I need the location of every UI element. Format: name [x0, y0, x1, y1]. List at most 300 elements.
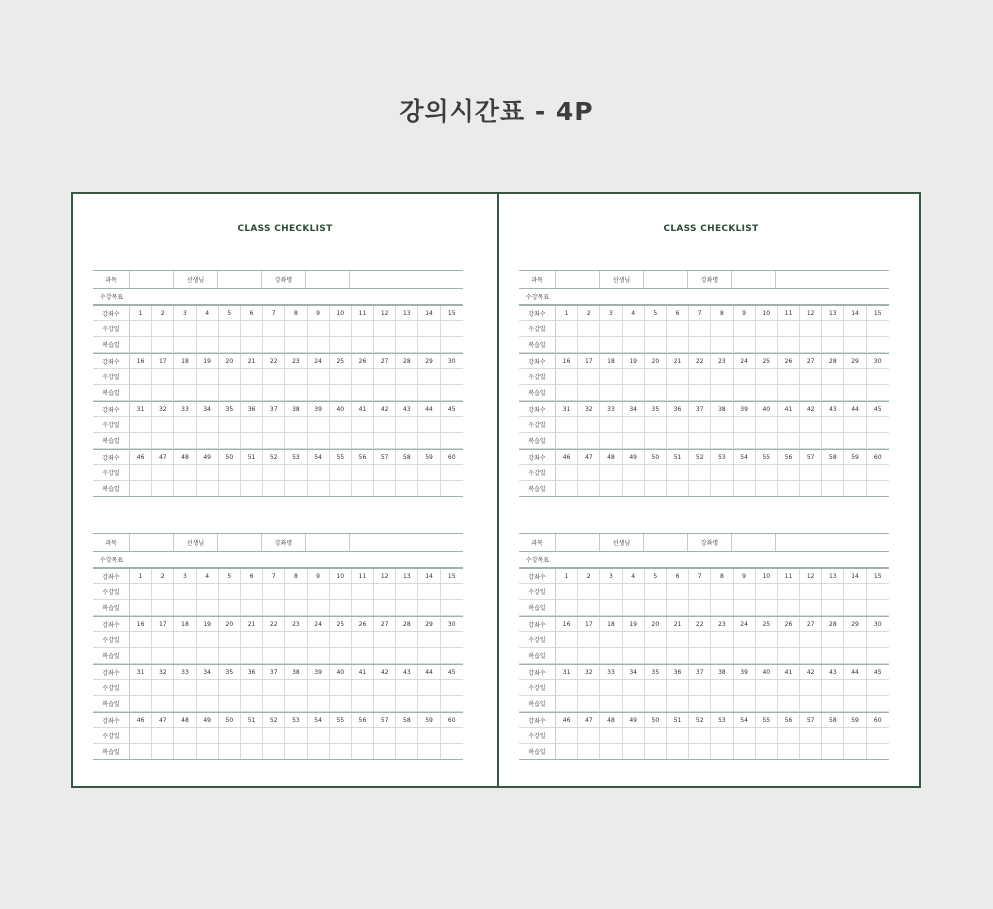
check-cell[interactable] [800, 648, 822, 663]
check-cell[interactable] [352, 728, 374, 743]
check-cell[interactable] [822, 369, 844, 384]
check-cell[interactable] [374, 385, 396, 400]
check-cell[interactable] [756, 321, 778, 336]
check-cell[interactable] [645, 728, 667, 743]
check-cell[interactable] [352, 385, 374, 400]
check-cell[interactable] [667, 648, 689, 663]
check-cell[interactable] [441, 728, 463, 743]
check-cell[interactable] [623, 728, 645, 743]
check-cell[interactable] [623, 696, 645, 711]
check-cell[interactable] [374, 369, 396, 384]
check-cell[interactable] [844, 696, 866, 711]
check-cell[interactable] [330, 744, 352, 759]
check-cell[interactable] [578, 433, 600, 448]
check-cell[interactable] [352, 465, 374, 480]
check-cell[interactable] [556, 600, 578, 615]
check-cell[interactable] [600, 744, 622, 759]
check-cell[interactable] [600, 321, 622, 336]
check-cell[interactable] [844, 680, 866, 695]
check-cell[interactable] [556, 744, 578, 759]
check-cell[interactable] [418, 584, 440, 599]
check-cell[interactable] [578, 632, 600, 647]
check-cell[interactable] [374, 648, 396, 663]
check-cell[interactable] [374, 744, 396, 759]
check-cell[interactable] [130, 600, 152, 615]
check-cell[interactable] [800, 632, 822, 647]
check-cell[interactable] [352, 369, 374, 384]
check-cell[interactable] [152, 600, 174, 615]
check-cell[interactable] [441, 481, 463, 496]
check-cell[interactable] [756, 417, 778, 432]
check-cell[interactable] [330, 481, 352, 496]
check-cell[interactable] [352, 696, 374, 711]
check-cell[interactable] [396, 696, 418, 711]
check-cell[interactable] [822, 744, 844, 759]
check-cell[interactable] [756, 728, 778, 743]
check-cell[interactable] [374, 337, 396, 352]
check-cell[interactable] [556, 696, 578, 711]
check-cell[interactable] [623, 632, 645, 647]
check-cell[interactable] [441, 433, 463, 448]
check-cell[interactable] [734, 728, 756, 743]
check-cell[interactable] [667, 417, 689, 432]
check-cell[interactable] [667, 385, 689, 400]
check-cell[interactable] [374, 417, 396, 432]
check-cell[interactable] [330, 321, 352, 336]
check-cell[interactable] [308, 369, 330, 384]
check-cell[interactable] [396, 321, 418, 336]
check-cell[interactable] [844, 385, 866, 400]
check-cell[interactable] [285, 465, 307, 480]
check-cell[interactable] [623, 321, 645, 336]
check-cell[interactable] [308, 600, 330, 615]
check-cell[interactable] [578, 584, 600, 599]
check-cell[interactable] [734, 744, 756, 759]
check-cell[interactable] [352, 584, 374, 599]
check-cell[interactable] [623, 465, 645, 480]
check-cell[interactable] [822, 433, 844, 448]
check-cell[interactable] [396, 481, 418, 496]
check-cell[interactable] [800, 417, 822, 432]
check-cell[interactable] [285, 696, 307, 711]
check-cell[interactable] [578, 465, 600, 480]
check-cell[interactable] [241, 696, 263, 711]
check-cell[interactable] [241, 337, 263, 352]
check-cell[interactable] [197, 648, 219, 663]
check-cell[interactable] [285, 321, 307, 336]
check-cell[interactable] [756, 481, 778, 496]
teacher-field[interactable] [218, 534, 262, 551]
teacher-field[interactable] [644, 534, 688, 551]
check-cell[interactable] [756, 696, 778, 711]
check-cell[interactable] [844, 433, 866, 448]
check-cell[interactable] [130, 481, 152, 496]
check-cell[interactable] [734, 696, 756, 711]
check-cell[interactable] [174, 584, 196, 599]
check-cell[interactable] [778, 481, 800, 496]
check-cell[interactable] [308, 481, 330, 496]
check-cell[interactable] [174, 696, 196, 711]
check-cell[interactable] [844, 584, 866, 599]
check-cell[interactable] [352, 632, 374, 647]
check-cell[interactable] [600, 433, 622, 448]
check-cell[interactable] [556, 433, 578, 448]
check-cell[interactable] [308, 321, 330, 336]
check-cell[interactable] [689, 728, 711, 743]
check-cell[interactable] [197, 369, 219, 384]
check-cell[interactable] [844, 632, 866, 647]
check-cell[interactable] [645, 321, 667, 336]
check-cell[interactable] [418, 433, 440, 448]
check-cell[interactable] [285, 337, 307, 352]
check-cell[interactable] [756, 680, 778, 695]
check-cell[interactable] [800, 584, 822, 599]
check-cell[interactable] [241, 321, 263, 336]
check-cell[interactable] [130, 648, 152, 663]
check-cell[interactable] [285, 584, 307, 599]
check-cell[interactable] [418, 385, 440, 400]
check-cell[interactable] [152, 696, 174, 711]
check-cell[interactable] [308, 584, 330, 599]
check-cell[interactable] [689, 481, 711, 496]
lecture-name-field[interactable] [306, 534, 350, 551]
check-cell[interactable] [689, 584, 711, 599]
check-cell[interactable] [197, 680, 219, 695]
check-cell[interactable] [734, 632, 756, 647]
check-cell[interactable] [689, 680, 711, 695]
subject-field[interactable] [130, 534, 174, 551]
check-cell[interactable] [778, 696, 800, 711]
check-cell[interactable] [330, 648, 352, 663]
check-cell[interactable] [174, 465, 196, 480]
check-cell[interactable] [645, 680, 667, 695]
check-cell[interactable] [645, 584, 667, 599]
check-cell[interactable] [822, 337, 844, 352]
check-cell[interactable] [174, 417, 196, 432]
check-cell[interactable] [756, 369, 778, 384]
check-cell[interactable] [285, 481, 307, 496]
check-cell[interactable] [374, 728, 396, 743]
check-cell[interactable] [374, 433, 396, 448]
check-cell[interactable] [689, 417, 711, 432]
check-cell[interactable] [844, 417, 866, 432]
check-cell[interactable] [556, 369, 578, 384]
check-cell[interactable] [285, 648, 307, 663]
check-cell[interactable] [130, 728, 152, 743]
check-cell[interactable] [756, 744, 778, 759]
check-cell[interactable] [867, 744, 889, 759]
check-cell[interactable] [396, 728, 418, 743]
check-cell[interactable] [778, 385, 800, 400]
check-cell[interactable] [578, 680, 600, 695]
check-cell[interactable] [152, 632, 174, 647]
check-cell[interactable] [578, 744, 600, 759]
check-cell[interactable] [374, 481, 396, 496]
check-cell[interactable] [241, 744, 263, 759]
check-cell[interactable] [130, 465, 152, 480]
check-cell[interactable] [822, 680, 844, 695]
check-cell[interactable] [867, 337, 889, 352]
check-cell[interactable] [623, 600, 645, 615]
check-cell[interactable] [822, 632, 844, 647]
check-cell[interactable] [152, 584, 174, 599]
check-cell[interactable] [263, 680, 285, 695]
check-cell[interactable] [645, 417, 667, 432]
check-cell[interactable] [396, 385, 418, 400]
check-cell[interactable] [778, 632, 800, 647]
check-cell[interactable] [130, 417, 152, 432]
check-cell[interactable] [756, 600, 778, 615]
check-cell[interactable] [241, 385, 263, 400]
check-cell[interactable] [152, 369, 174, 384]
check-cell[interactable] [219, 584, 241, 599]
check-cell[interactable] [800, 369, 822, 384]
check-cell[interactable] [867, 648, 889, 663]
teacher-field[interactable] [218, 271, 262, 288]
check-cell[interactable] [219, 600, 241, 615]
check-cell[interactable] [330, 632, 352, 647]
check-cell[interactable] [441, 600, 463, 615]
check-cell[interactable] [263, 696, 285, 711]
check-cell[interactable] [800, 600, 822, 615]
check-cell[interactable] [667, 600, 689, 615]
check-cell[interactable] [130, 696, 152, 711]
check-cell[interactable] [556, 465, 578, 480]
check-cell[interactable] [600, 481, 622, 496]
check-cell[interactable] [734, 680, 756, 695]
check-cell[interactable] [285, 417, 307, 432]
check-cell[interactable] [441, 744, 463, 759]
check-cell[interactable] [441, 632, 463, 647]
check-cell[interactable] [689, 696, 711, 711]
check-cell[interactable] [174, 369, 196, 384]
check-cell[interactable] [645, 465, 667, 480]
check-cell[interactable] [800, 321, 822, 336]
check-cell[interactable] [396, 648, 418, 663]
check-cell[interactable] [689, 321, 711, 336]
check-cell[interactable] [308, 433, 330, 448]
check-cell[interactable] [352, 680, 374, 695]
check-cell[interactable] [822, 321, 844, 336]
check-cell[interactable] [578, 369, 600, 384]
check-cell[interactable] [578, 417, 600, 432]
check-cell[interactable] [396, 744, 418, 759]
check-cell[interactable] [130, 744, 152, 759]
check-cell[interactable] [778, 600, 800, 615]
check-cell[interactable] [418, 600, 440, 615]
check-cell[interactable] [600, 728, 622, 743]
check-cell[interactable] [197, 385, 219, 400]
check-cell[interactable] [219, 728, 241, 743]
check-cell[interactable] [556, 648, 578, 663]
check-cell[interactable] [711, 696, 733, 711]
check-cell[interactable] [800, 728, 822, 743]
check-cell[interactable] [600, 680, 622, 695]
check-cell[interactable] [130, 369, 152, 384]
check-cell[interactable] [578, 385, 600, 400]
check-cell[interactable] [330, 337, 352, 352]
check-cell[interactable] [352, 433, 374, 448]
check-cell[interactable] [600, 600, 622, 615]
check-cell[interactable] [330, 433, 352, 448]
check-cell[interactable] [623, 680, 645, 695]
check-cell[interactable] [556, 321, 578, 336]
check-cell[interactable] [778, 728, 800, 743]
check-cell[interactable] [734, 417, 756, 432]
check-cell[interactable] [308, 744, 330, 759]
check-cell[interactable] [152, 385, 174, 400]
check-cell[interactable] [623, 369, 645, 384]
check-cell[interactable] [130, 433, 152, 448]
check-cell[interactable] [867, 632, 889, 647]
check-cell[interactable] [285, 744, 307, 759]
check-cell[interactable] [756, 584, 778, 599]
check-cell[interactable] [844, 369, 866, 384]
check-cell[interactable] [374, 321, 396, 336]
check-cell[interactable] [418, 648, 440, 663]
check-cell[interactable] [667, 680, 689, 695]
check-cell[interactable] [418, 680, 440, 695]
check-cell[interactable] [441, 321, 463, 336]
check-cell[interactable] [800, 481, 822, 496]
check-cell[interactable] [285, 369, 307, 384]
check-cell[interactable] [822, 696, 844, 711]
check-cell[interactable] [352, 648, 374, 663]
check-cell[interactable] [418, 321, 440, 336]
check-cell[interactable] [645, 632, 667, 647]
check-cell[interactable] [867, 728, 889, 743]
check-cell[interactable] [330, 600, 352, 615]
check-cell[interactable] [867, 417, 889, 432]
check-cell[interactable] [441, 337, 463, 352]
check-cell[interactable] [396, 417, 418, 432]
check-cell[interactable] [667, 465, 689, 480]
check-cell[interactable] [822, 385, 844, 400]
check-cell[interactable] [734, 600, 756, 615]
check-cell[interactable] [418, 337, 440, 352]
check-cell[interactable] [330, 696, 352, 711]
check-cell[interactable] [867, 600, 889, 615]
check-cell[interactable] [174, 481, 196, 496]
check-cell[interactable] [219, 632, 241, 647]
check-cell[interactable] [667, 433, 689, 448]
check-cell[interactable] [418, 369, 440, 384]
check-cell[interactable] [800, 744, 822, 759]
check-cell[interactable] [844, 744, 866, 759]
check-cell[interactable] [197, 744, 219, 759]
check-cell[interactable] [645, 744, 667, 759]
check-cell[interactable] [756, 337, 778, 352]
check-cell[interactable] [822, 417, 844, 432]
check-cell[interactable] [441, 584, 463, 599]
check-cell[interactable] [263, 385, 285, 400]
check-cell[interactable] [308, 385, 330, 400]
check-cell[interactable] [130, 632, 152, 647]
check-cell[interactable] [822, 648, 844, 663]
check-cell[interactable] [285, 632, 307, 647]
check-cell[interactable] [352, 744, 374, 759]
check-cell[interactable] [734, 369, 756, 384]
check-cell[interactable] [778, 337, 800, 352]
check-cell[interactable] [241, 728, 263, 743]
check-cell[interactable] [867, 433, 889, 448]
check-cell[interactable] [352, 481, 374, 496]
check-cell[interactable] [844, 728, 866, 743]
check-cell[interactable] [689, 465, 711, 480]
check-cell[interactable] [441, 648, 463, 663]
check-cell[interactable] [285, 728, 307, 743]
check-cell[interactable] [330, 584, 352, 599]
check-cell[interactable] [800, 433, 822, 448]
check-cell[interactable] [174, 728, 196, 743]
check-cell[interactable] [623, 584, 645, 599]
check-cell[interactable] [263, 337, 285, 352]
check-cell[interactable] [418, 465, 440, 480]
subject-field[interactable] [130, 271, 174, 288]
check-cell[interactable] [778, 321, 800, 336]
check-cell[interactable] [578, 648, 600, 663]
check-cell[interactable] [263, 369, 285, 384]
check-cell[interactable] [152, 648, 174, 663]
check-cell[interactable] [778, 744, 800, 759]
check-cell[interactable] [734, 433, 756, 448]
check-cell[interactable] [711, 337, 733, 352]
subject-field[interactable] [556, 271, 600, 288]
check-cell[interactable] [219, 744, 241, 759]
check-cell[interactable] [285, 680, 307, 695]
check-cell[interactable] [711, 632, 733, 647]
teacher-field[interactable] [644, 271, 688, 288]
check-cell[interactable] [396, 433, 418, 448]
check-cell[interactable] [418, 481, 440, 496]
check-cell[interactable] [645, 369, 667, 384]
check-cell[interactable] [734, 321, 756, 336]
check-cell[interactable] [867, 321, 889, 336]
check-cell[interactable] [197, 321, 219, 336]
check-cell[interactable] [600, 648, 622, 663]
check-cell[interactable] [152, 321, 174, 336]
check-cell[interactable] [352, 417, 374, 432]
check-cell[interactable] [623, 433, 645, 448]
check-cell[interactable] [600, 696, 622, 711]
check-cell[interactable] [844, 600, 866, 615]
check-cell[interactable] [645, 696, 667, 711]
check-cell[interactable] [600, 584, 622, 599]
check-cell[interactable] [374, 465, 396, 480]
check-cell[interactable] [130, 584, 152, 599]
check-cell[interactable] [867, 680, 889, 695]
check-cell[interactable] [330, 465, 352, 480]
check-cell[interactable] [645, 648, 667, 663]
check-cell[interactable] [219, 696, 241, 711]
check-cell[interactable] [219, 385, 241, 400]
check-cell[interactable] [197, 696, 219, 711]
check-cell[interactable] [600, 417, 622, 432]
check-cell[interactable] [152, 433, 174, 448]
check-cell[interactable] [152, 465, 174, 480]
check-cell[interactable] [308, 680, 330, 695]
check-cell[interactable] [556, 584, 578, 599]
check-cell[interactable] [578, 321, 600, 336]
check-cell[interactable] [689, 433, 711, 448]
check-cell[interactable] [352, 321, 374, 336]
check-cell[interactable] [219, 369, 241, 384]
check-cell[interactable] [241, 433, 263, 448]
check-cell[interactable] [441, 680, 463, 695]
check-cell[interactable] [756, 385, 778, 400]
check-cell[interactable] [778, 417, 800, 432]
check-cell[interactable] [418, 728, 440, 743]
